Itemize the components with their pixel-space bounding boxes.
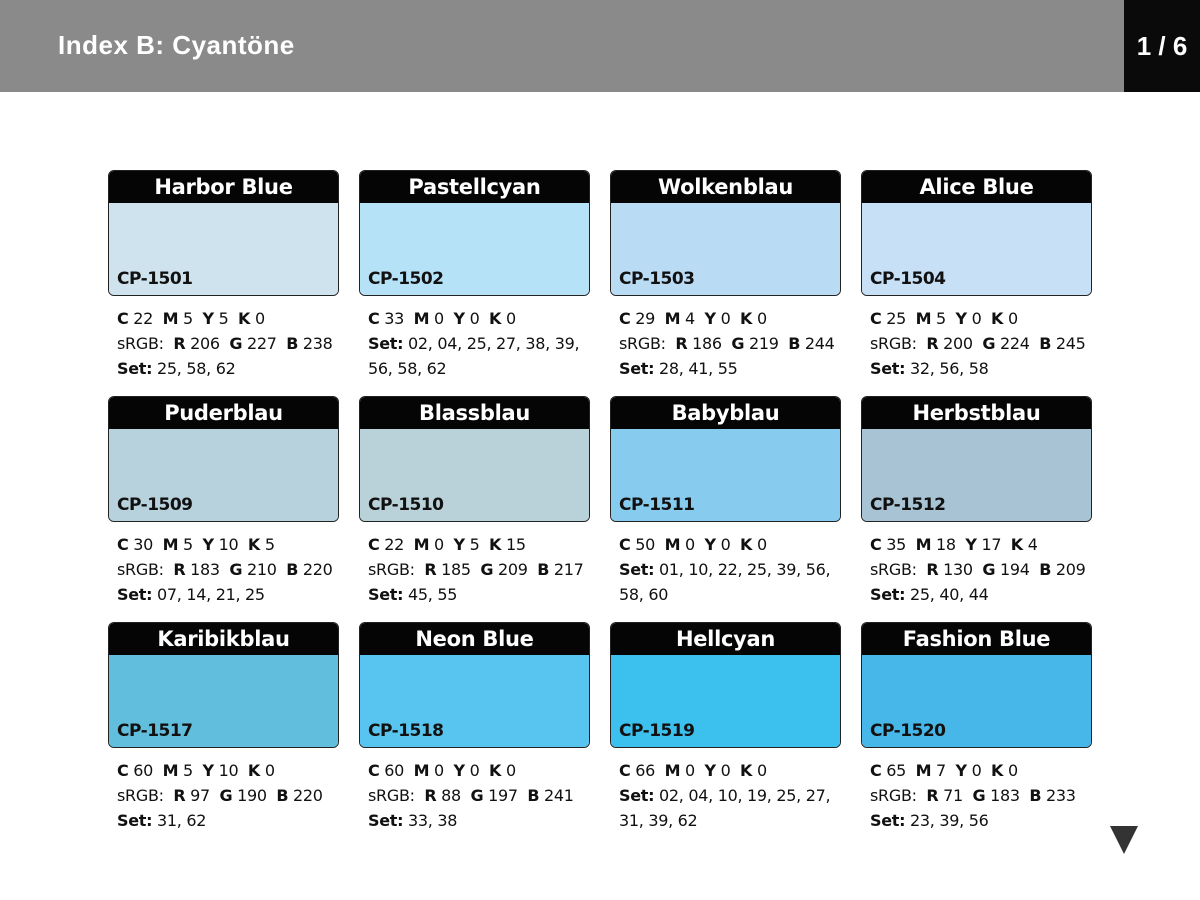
cmyk-line bbox=[117, 532, 339, 557]
cmyk-line bbox=[870, 532, 1092, 557]
y-label: Y bbox=[955, 761, 967, 780]
set-label: Set: bbox=[368, 585, 404, 604]
b-label: B bbox=[286, 334, 299, 353]
m-label: M bbox=[413, 309, 430, 328]
cmyk-line bbox=[619, 532, 841, 557]
swatch-code: CP-1519 bbox=[619, 721, 695, 741]
set-line bbox=[368, 808, 590, 833]
cmyk-line bbox=[870, 306, 1092, 331]
set-line bbox=[117, 808, 339, 833]
y-value: 0 bbox=[720, 761, 731, 780]
y-value: 10 bbox=[218, 761, 239, 780]
r-value: 97 bbox=[190, 786, 210, 805]
swatch-info bbox=[359, 758, 590, 833]
swatch-code: CP-1510 bbox=[368, 495, 444, 515]
set-value: 02, 04, 25, 27, 38, 39, 56, 58, 62 bbox=[368, 334, 580, 378]
swatch-name: Alice Blue bbox=[862, 171, 1091, 203]
g-label: G bbox=[972, 786, 986, 805]
srgb-line bbox=[619, 331, 841, 356]
y-label: Y bbox=[955, 309, 967, 328]
set-line bbox=[117, 582, 339, 607]
m-label: M bbox=[413, 761, 430, 780]
c-label: C bbox=[870, 309, 882, 328]
y-label: Y bbox=[202, 535, 214, 554]
set-line bbox=[870, 356, 1092, 381]
set-label: Set: bbox=[870, 359, 906, 378]
set-line bbox=[870, 582, 1092, 607]
y-value: 0 bbox=[971, 761, 982, 780]
srgb-label: sRGB: bbox=[117, 786, 164, 805]
y-label: Y bbox=[965, 535, 977, 554]
c-label: C bbox=[117, 309, 129, 328]
set-value: 32, 56, 58 bbox=[910, 359, 989, 378]
b-value: 238 bbox=[302, 334, 333, 353]
cmyk-line bbox=[368, 758, 590, 783]
r-value: 186 bbox=[692, 334, 722, 353]
swatch-info bbox=[610, 306, 841, 381]
m-label: M bbox=[162, 309, 179, 328]
y-value: 0 bbox=[720, 309, 731, 328]
m-label: M bbox=[664, 761, 681, 780]
cmyk-line bbox=[870, 758, 1092, 783]
k-value: 0 bbox=[1007, 761, 1018, 780]
swatch-name: Puderblau bbox=[109, 397, 338, 429]
swatch-code: CP-1509 bbox=[117, 495, 193, 515]
set-value: 23, 39, 56 bbox=[910, 811, 989, 830]
m-value: 5 bbox=[936, 309, 946, 328]
swatch-code: CP-1512 bbox=[870, 495, 946, 515]
y-label: Y bbox=[453, 309, 465, 328]
c-value: 60 bbox=[384, 761, 405, 780]
r-label: R bbox=[173, 786, 186, 805]
m-label: M bbox=[664, 535, 681, 554]
swatch-info bbox=[359, 306, 590, 381]
k-label: K bbox=[740, 761, 753, 780]
c-label: C bbox=[619, 309, 631, 328]
page-indicator: 1 / 6 bbox=[1124, 0, 1200, 92]
srgb-label: sRGB: bbox=[368, 786, 415, 805]
b-value: 209 bbox=[1055, 560, 1086, 579]
y-value: 0 bbox=[971, 309, 982, 328]
r-value: 130 bbox=[943, 560, 973, 579]
b-label: B bbox=[276, 786, 289, 805]
swatch-color bbox=[360, 429, 589, 521]
r-label: R bbox=[424, 560, 437, 579]
swatch-box bbox=[861, 396, 1092, 522]
g-label: G bbox=[229, 560, 243, 579]
cmyk-line bbox=[117, 306, 339, 331]
srgb-line bbox=[870, 331, 1092, 356]
b-label: B bbox=[788, 334, 801, 353]
srgb-line bbox=[117, 557, 339, 582]
swatch-card bbox=[359, 170, 590, 396]
set-value: 45, 55 bbox=[408, 585, 458, 604]
m-label: M bbox=[664, 309, 681, 328]
swatch-code: CP-1518 bbox=[368, 721, 444, 741]
y-label: Y bbox=[704, 535, 716, 554]
swatch-code: CP-1520 bbox=[870, 721, 946, 741]
swatch-info bbox=[861, 758, 1092, 833]
set-label: Set: bbox=[619, 786, 655, 805]
c-label: C bbox=[117, 761, 129, 780]
m-label: M bbox=[162, 535, 179, 554]
b-value: 233 bbox=[1046, 786, 1076, 805]
set-label: Set: bbox=[117, 811, 153, 830]
swatch-name: Pastellcyan bbox=[360, 171, 589, 203]
srgb-line bbox=[368, 783, 590, 808]
swatch-color bbox=[611, 429, 840, 521]
b-label: B bbox=[1039, 334, 1052, 353]
m-value: 18 bbox=[936, 535, 956, 554]
cmyk-line bbox=[368, 306, 590, 331]
m-value: 0 bbox=[685, 535, 695, 554]
srgb-label: sRGB: bbox=[870, 560, 917, 579]
c-label: C bbox=[870, 761, 882, 780]
y-label: Y bbox=[453, 761, 465, 780]
srgb-label: sRGB: bbox=[117, 334, 164, 353]
srgb-label: sRGB: bbox=[117, 560, 164, 579]
k-value: 0 bbox=[756, 535, 767, 554]
c-label: C bbox=[117, 535, 129, 554]
k-label: K bbox=[247, 535, 261, 554]
b-value: 217 bbox=[553, 560, 584, 579]
c-label: C bbox=[870, 535, 882, 554]
m-label: M bbox=[915, 761, 932, 780]
m-value: 0 bbox=[434, 535, 444, 554]
r-value: 185 bbox=[441, 560, 471, 579]
k-value: 0 bbox=[264, 761, 275, 780]
r-value: 206 bbox=[190, 334, 220, 353]
m-label: M bbox=[915, 535, 932, 554]
r-label: R bbox=[424, 786, 437, 805]
swatch-color bbox=[862, 429, 1091, 521]
set-value: 28, 41, 55 bbox=[659, 359, 738, 378]
m-label: M bbox=[915, 309, 932, 328]
g-value: 197 bbox=[488, 786, 518, 805]
c-label: C bbox=[619, 535, 631, 554]
set-value: 33, 38 bbox=[408, 811, 458, 830]
k-value: 0 bbox=[254, 309, 265, 328]
swatch-box bbox=[610, 622, 841, 748]
c-value: 33 bbox=[384, 309, 405, 328]
y-label: Y bbox=[202, 309, 214, 328]
srgb-label: sRGB: bbox=[870, 334, 917, 353]
m-value: 7 bbox=[936, 761, 946, 780]
c-value: 25 bbox=[886, 309, 907, 328]
srgb-label: sRGB: bbox=[619, 334, 666, 353]
m-value: 0 bbox=[685, 761, 695, 780]
b-label: B bbox=[286, 560, 299, 579]
swatch-box bbox=[359, 396, 590, 522]
g-value: 210 bbox=[247, 560, 277, 579]
k-label: K bbox=[489, 309, 502, 328]
m-value: 0 bbox=[434, 309, 444, 328]
k-value: 0 bbox=[505, 761, 516, 780]
swatch-name: Neon Blue bbox=[360, 623, 589, 655]
swatch-card bbox=[861, 622, 1092, 848]
k-label: K bbox=[489, 761, 502, 780]
swatch-info bbox=[108, 758, 339, 833]
swatch-card bbox=[108, 622, 339, 848]
srgb-line bbox=[870, 557, 1092, 582]
swatch-info bbox=[861, 532, 1092, 607]
page-header bbox=[0, 0, 1124, 92]
g-value: 194 bbox=[1000, 560, 1030, 579]
b-label: B bbox=[537, 560, 550, 579]
down-triangle-icon[interactable] bbox=[1110, 826, 1138, 854]
r-label: R bbox=[926, 560, 939, 579]
srgb-line bbox=[870, 783, 1092, 808]
g-label: G bbox=[480, 560, 494, 579]
m-value: 5 bbox=[183, 535, 193, 554]
g-value: 209 bbox=[498, 560, 528, 579]
set-label: Set: bbox=[619, 359, 655, 378]
swatch-color bbox=[109, 203, 338, 295]
k-label: K bbox=[247, 761, 261, 780]
r-value: 71 bbox=[943, 786, 963, 805]
g-label: G bbox=[470, 786, 484, 805]
r-value: 88 bbox=[441, 786, 461, 805]
swatch-card bbox=[610, 396, 841, 622]
r-value: 200 bbox=[943, 334, 973, 353]
swatch-code: CP-1503 bbox=[619, 269, 695, 289]
srgb-label: sRGB: bbox=[870, 786, 917, 805]
r-label: R bbox=[675, 334, 688, 353]
y-value: 0 bbox=[469, 309, 480, 328]
g-value: 227 bbox=[247, 334, 277, 353]
k-value: 0 bbox=[1007, 309, 1018, 328]
swatch-code: CP-1501 bbox=[117, 269, 193, 289]
set-value: 01, 10, 22, 25, 39, 56, 58, 60 bbox=[619, 560, 831, 604]
swatch-card bbox=[861, 170, 1092, 396]
swatch-box bbox=[108, 170, 339, 296]
b-label: B bbox=[527, 786, 540, 805]
y-value: 5 bbox=[469, 535, 480, 554]
m-value: 5 bbox=[183, 309, 193, 328]
swatch-code: CP-1504 bbox=[870, 269, 946, 289]
swatch-name: Wolkenblau bbox=[611, 171, 840, 203]
k-value: 5 bbox=[264, 535, 275, 554]
g-label: G bbox=[219, 786, 233, 805]
cmyk-line bbox=[619, 758, 841, 783]
cmyk-line bbox=[117, 758, 339, 783]
c-value: 29 bbox=[635, 309, 656, 328]
y-label: Y bbox=[453, 535, 465, 554]
k-label: K bbox=[740, 535, 753, 554]
g-label: G bbox=[731, 334, 745, 353]
set-value: 25, 58, 62 bbox=[157, 359, 236, 378]
swatch-name: Fashion Blue bbox=[862, 623, 1091, 655]
set-label: Set: bbox=[368, 334, 404, 353]
k-value: 0 bbox=[756, 761, 767, 780]
c-value: 60 bbox=[133, 761, 154, 780]
y-value: 5 bbox=[218, 309, 229, 328]
k-label: K bbox=[991, 761, 1004, 780]
y-value: 17 bbox=[981, 535, 1002, 554]
r-label: R bbox=[926, 786, 939, 805]
swatch-info bbox=[359, 532, 590, 607]
g-value: 190 bbox=[237, 786, 267, 805]
swatch-grid bbox=[108, 170, 1092, 848]
swatch-info bbox=[610, 532, 841, 607]
b-label: B bbox=[1029, 786, 1042, 805]
swatch-info bbox=[861, 306, 1092, 381]
y-value: 0 bbox=[469, 761, 480, 780]
set-line bbox=[870, 808, 1092, 833]
swatch-card bbox=[610, 622, 841, 848]
cmyk-line bbox=[619, 306, 841, 331]
set-label: Set: bbox=[619, 560, 655, 579]
swatch-box bbox=[359, 622, 590, 748]
c-value: 22 bbox=[384, 535, 405, 554]
swatch-color bbox=[862, 655, 1091, 747]
c-label: C bbox=[368, 535, 380, 554]
g-label: G bbox=[982, 334, 996, 353]
set-value: 31, 62 bbox=[157, 811, 207, 830]
set-line bbox=[619, 783, 841, 833]
set-label: Set: bbox=[117, 585, 153, 604]
swatch-code: CP-1517 bbox=[117, 721, 193, 741]
srgb-line bbox=[368, 557, 590, 582]
b-value: 244 bbox=[804, 334, 835, 353]
swatch-card bbox=[861, 396, 1092, 622]
c-value: 35 bbox=[886, 535, 907, 554]
y-value: 0 bbox=[720, 535, 731, 554]
swatch-name: Herbstblau bbox=[862, 397, 1091, 429]
k-label: K bbox=[489, 535, 502, 554]
swatch-box bbox=[861, 622, 1092, 748]
swatch-info bbox=[108, 306, 339, 381]
y-label: Y bbox=[704, 309, 716, 328]
b-label: B bbox=[1039, 560, 1052, 579]
swatch-box bbox=[610, 170, 841, 296]
set-label: Set: bbox=[870, 811, 906, 830]
srgb-line bbox=[117, 331, 339, 356]
c-value: 65 bbox=[886, 761, 907, 780]
swatch-card bbox=[610, 170, 841, 396]
b-value: 220 bbox=[302, 560, 333, 579]
r-label: R bbox=[926, 334, 939, 353]
y-label: Y bbox=[202, 761, 214, 780]
swatch-color bbox=[109, 429, 338, 521]
page-title: Index B: Cyantöne bbox=[58, 30, 295, 60]
swatch-name: Babyblau bbox=[611, 397, 840, 429]
swatch-color bbox=[611, 655, 840, 747]
b-value: 245 bbox=[1055, 334, 1086, 353]
set-value: 25, 40, 44 bbox=[910, 585, 989, 604]
swatch-name: Blassblau bbox=[360, 397, 589, 429]
c-label: C bbox=[368, 761, 380, 780]
set-label: Set: bbox=[368, 811, 404, 830]
swatch-color bbox=[862, 203, 1091, 295]
swatch-color bbox=[360, 655, 589, 747]
b-value: 241 bbox=[544, 786, 574, 805]
set-line bbox=[368, 582, 590, 607]
swatch-card bbox=[359, 622, 590, 848]
swatch-color bbox=[360, 203, 589, 295]
b-value: 220 bbox=[293, 786, 323, 805]
g-value: 224 bbox=[1000, 334, 1030, 353]
swatch-color bbox=[109, 655, 338, 747]
swatch-box bbox=[108, 396, 339, 522]
k-value: 0 bbox=[505, 309, 516, 328]
r-value: 183 bbox=[190, 560, 220, 579]
r-label: R bbox=[173, 334, 186, 353]
g-value: 183 bbox=[990, 786, 1020, 805]
swatch-card bbox=[108, 170, 339, 396]
m-value: 4 bbox=[685, 309, 695, 328]
set-value: 07, 14, 21, 25 bbox=[157, 585, 265, 604]
swatch-code: CP-1511 bbox=[619, 495, 695, 515]
set-label: Set: bbox=[117, 359, 153, 378]
swatch-box bbox=[359, 170, 590, 296]
set-line bbox=[117, 356, 339, 381]
swatch-box bbox=[861, 170, 1092, 296]
m-label: M bbox=[413, 535, 430, 554]
swatch-code: CP-1502 bbox=[368, 269, 444, 289]
y-value: 10 bbox=[218, 535, 239, 554]
swatch-name: Hellcyan bbox=[611, 623, 840, 655]
c-value: 50 bbox=[635, 535, 656, 554]
k-value: 15 bbox=[505, 535, 526, 554]
m-label: M bbox=[162, 761, 179, 780]
swatch-box bbox=[610, 396, 841, 522]
swatch-name: Karibikblau bbox=[109, 623, 338, 655]
cmyk-line bbox=[368, 532, 590, 557]
c-value: 66 bbox=[635, 761, 656, 780]
g-label: G bbox=[982, 560, 996, 579]
k-label: K bbox=[1010, 535, 1023, 554]
srgb-line bbox=[117, 783, 339, 808]
swatch-info bbox=[610, 758, 841, 833]
srgb-label: sRGB: bbox=[368, 560, 415, 579]
set-label: Set: bbox=[870, 585, 906, 604]
c-value: 22 bbox=[133, 309, 154, 328]
k-value: 4 bbox=[1027, 535, 1038, 554]
set-line bbox=[619, 557, 841, 607]
swatch-card bbox=[108, 396, 339, 622]
g-label: G bbox=[229, 334, 243, 353]
g-value: 219 bbox=[749, 334, 779, 353]
set-line bbox=[619, 356, 841, 381]
set-value: 02, 04, 10, 19, 25, 27, 31, 39, 62 bbox=[619, 786, 831, 830]
swatch-name: Harbor Blue bbox=[109, 171, 338, 203]
c-label: C bbox=[619, 761, 631, 780]
set-line bbox=[368, 331, 590, 381]
swatch-box bbox=[108, 622, 339, 748]
k-label: K bbox=[991, 309, 1004, 328]
k-label: K bbox=[740, 309, 753, 328]
swatch-color bbox=[611, 203, 840, 295]
m-value: 0 bbox=[434, 761, 444, 780]
c-value: 30 bbox=[133, 535, 154, 554]
k-value: 0 bbox=[756, 309, 767, 328]
swatch-card bbox=[359, 396, 590, 622]
y-label: Y bbox=[704, 761, 716, 780]
r-label: R bbox=[173, 560, 186, 579]
k-label: K bbox=[238, 309, 251, 328]
c-label: C bbox=[368, 309, 380, 328]
m-value: 5 bbox=[183, 761, 193, 780]
swatch-info bbox=[108, 532, 339, 607]
